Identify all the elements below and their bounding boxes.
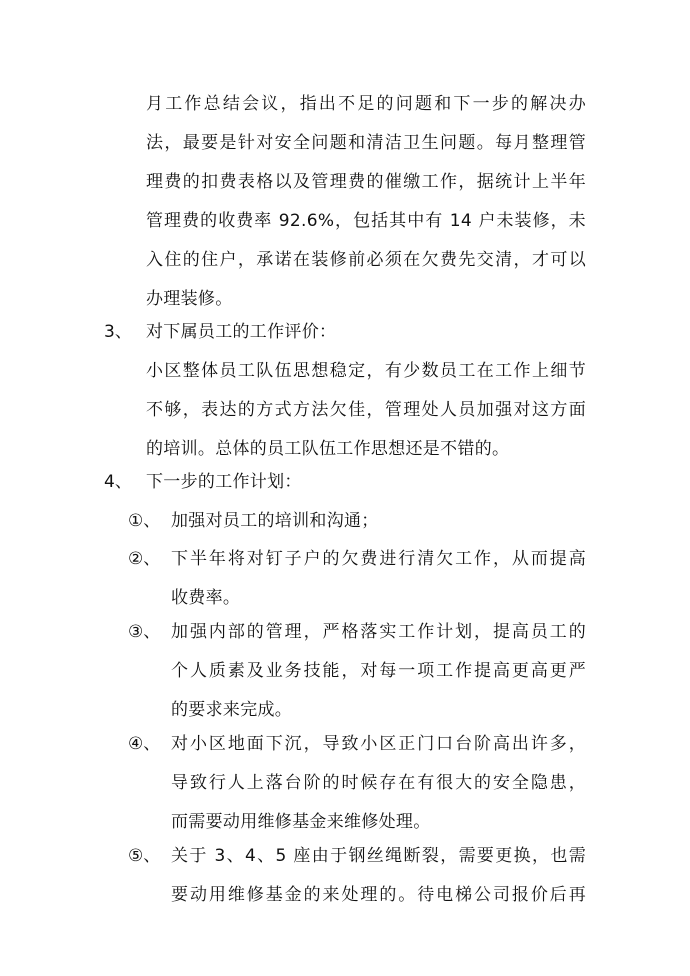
intro-line-3: 理费的扣费表格以及管理费的催缴工作，据统计上半年 — [146, 172, 586, 192]
item-3-line-3: 的要求来完成。 — [171, 700, 293, 720]
section-3-number: 3、 — [104, 322, 132, 342]
section-4-number: 4、 — [104, 472, 132, 492]
item-1-marker: ①、 — [128, 511, 161, 531]
item-5-line-1: 关于 3、4、5 座由于钢丝绳断裂，需要更换，也需 — [171, 846, 586, 866]
section-4-heading: 下一步的工作计划： — [146, 472, 302, 492]
section-3-line-2: 不够，表达的方式方法欠佳，管理处人员加强对这方面 — [146, 400, 586, 420]
item-1-line-1: 加强对员工的培训和沟通； — [171, 511, 379, 531]
intro-line-4: 管理费的收费率 92.6%，包括其中有 14 户未装修，未 — [146, 211, 586, 231]
section-3-line-1: 小区整体员工队伍思想稳定，有少数员工在工作上细节 — [146, 361, 586, 381]
intro-line-5: 入住的住户，承诺在装修前必须在欠费先交清，才可以 — [146, 250, 586, 270]
item-3-line-1: 加强内部的管理，严格落实工作计划，提高员工的 — [171, 622, 586, 642]
item-3-marker: ③、 — [128, 622, 161, 642]
intro-line-2: 法，最要是针对安全问题和清洁卫生问题。每月整理管 — [146, 133, 586, 153]
item-5-marker: ⑤、 — [128, 846, 161, 866]
item-4-marker: ④、 — [128, 734, 161, 754]
item-4-line-2: 导致行人上落台阶的时候存在有很大的安全隐患， — [171, 773, 586, 793]
item-4-line-1: 对小区地面下沉，导致小区正门口台阶高出许多， — [171, 734, 586, 754]
item-2-line-1: 下半年将对钉子户的欠费进行清欠工作，从而提高 — [171, 549, 586, 569]
intro-line-1: 月工作总结会议，指出不足的问题和下一步的解决办 — [146, 94, 586, 114]
item-2-line-2: 收费率。 — [171, 588, 241, 608]
section-3-line-3: 的培训。总体的员工队伍工作思想还是不错的。 — [146, 439, 510, 459]
section-3-heading: 对下属员工的工作评价： — [146, 322, 337, 342]
item-5-line-2: 要动用维修基金的来处理的。待电梯公司报价后再 — [171, 885, 586, 905]
item-4-line-3: 而需要动用维修基金来维修处理。 — [171, 812, 431, 832]
intro-line-6: 办理装修。 — [146, 289, 233, 309]
item-3-line-2: 个人质素及业务技能，对每一项工作提高更高更严 — [171, 661, 586, 681]
item-2-marker: ②、 — [128, 549, 161, 569]
